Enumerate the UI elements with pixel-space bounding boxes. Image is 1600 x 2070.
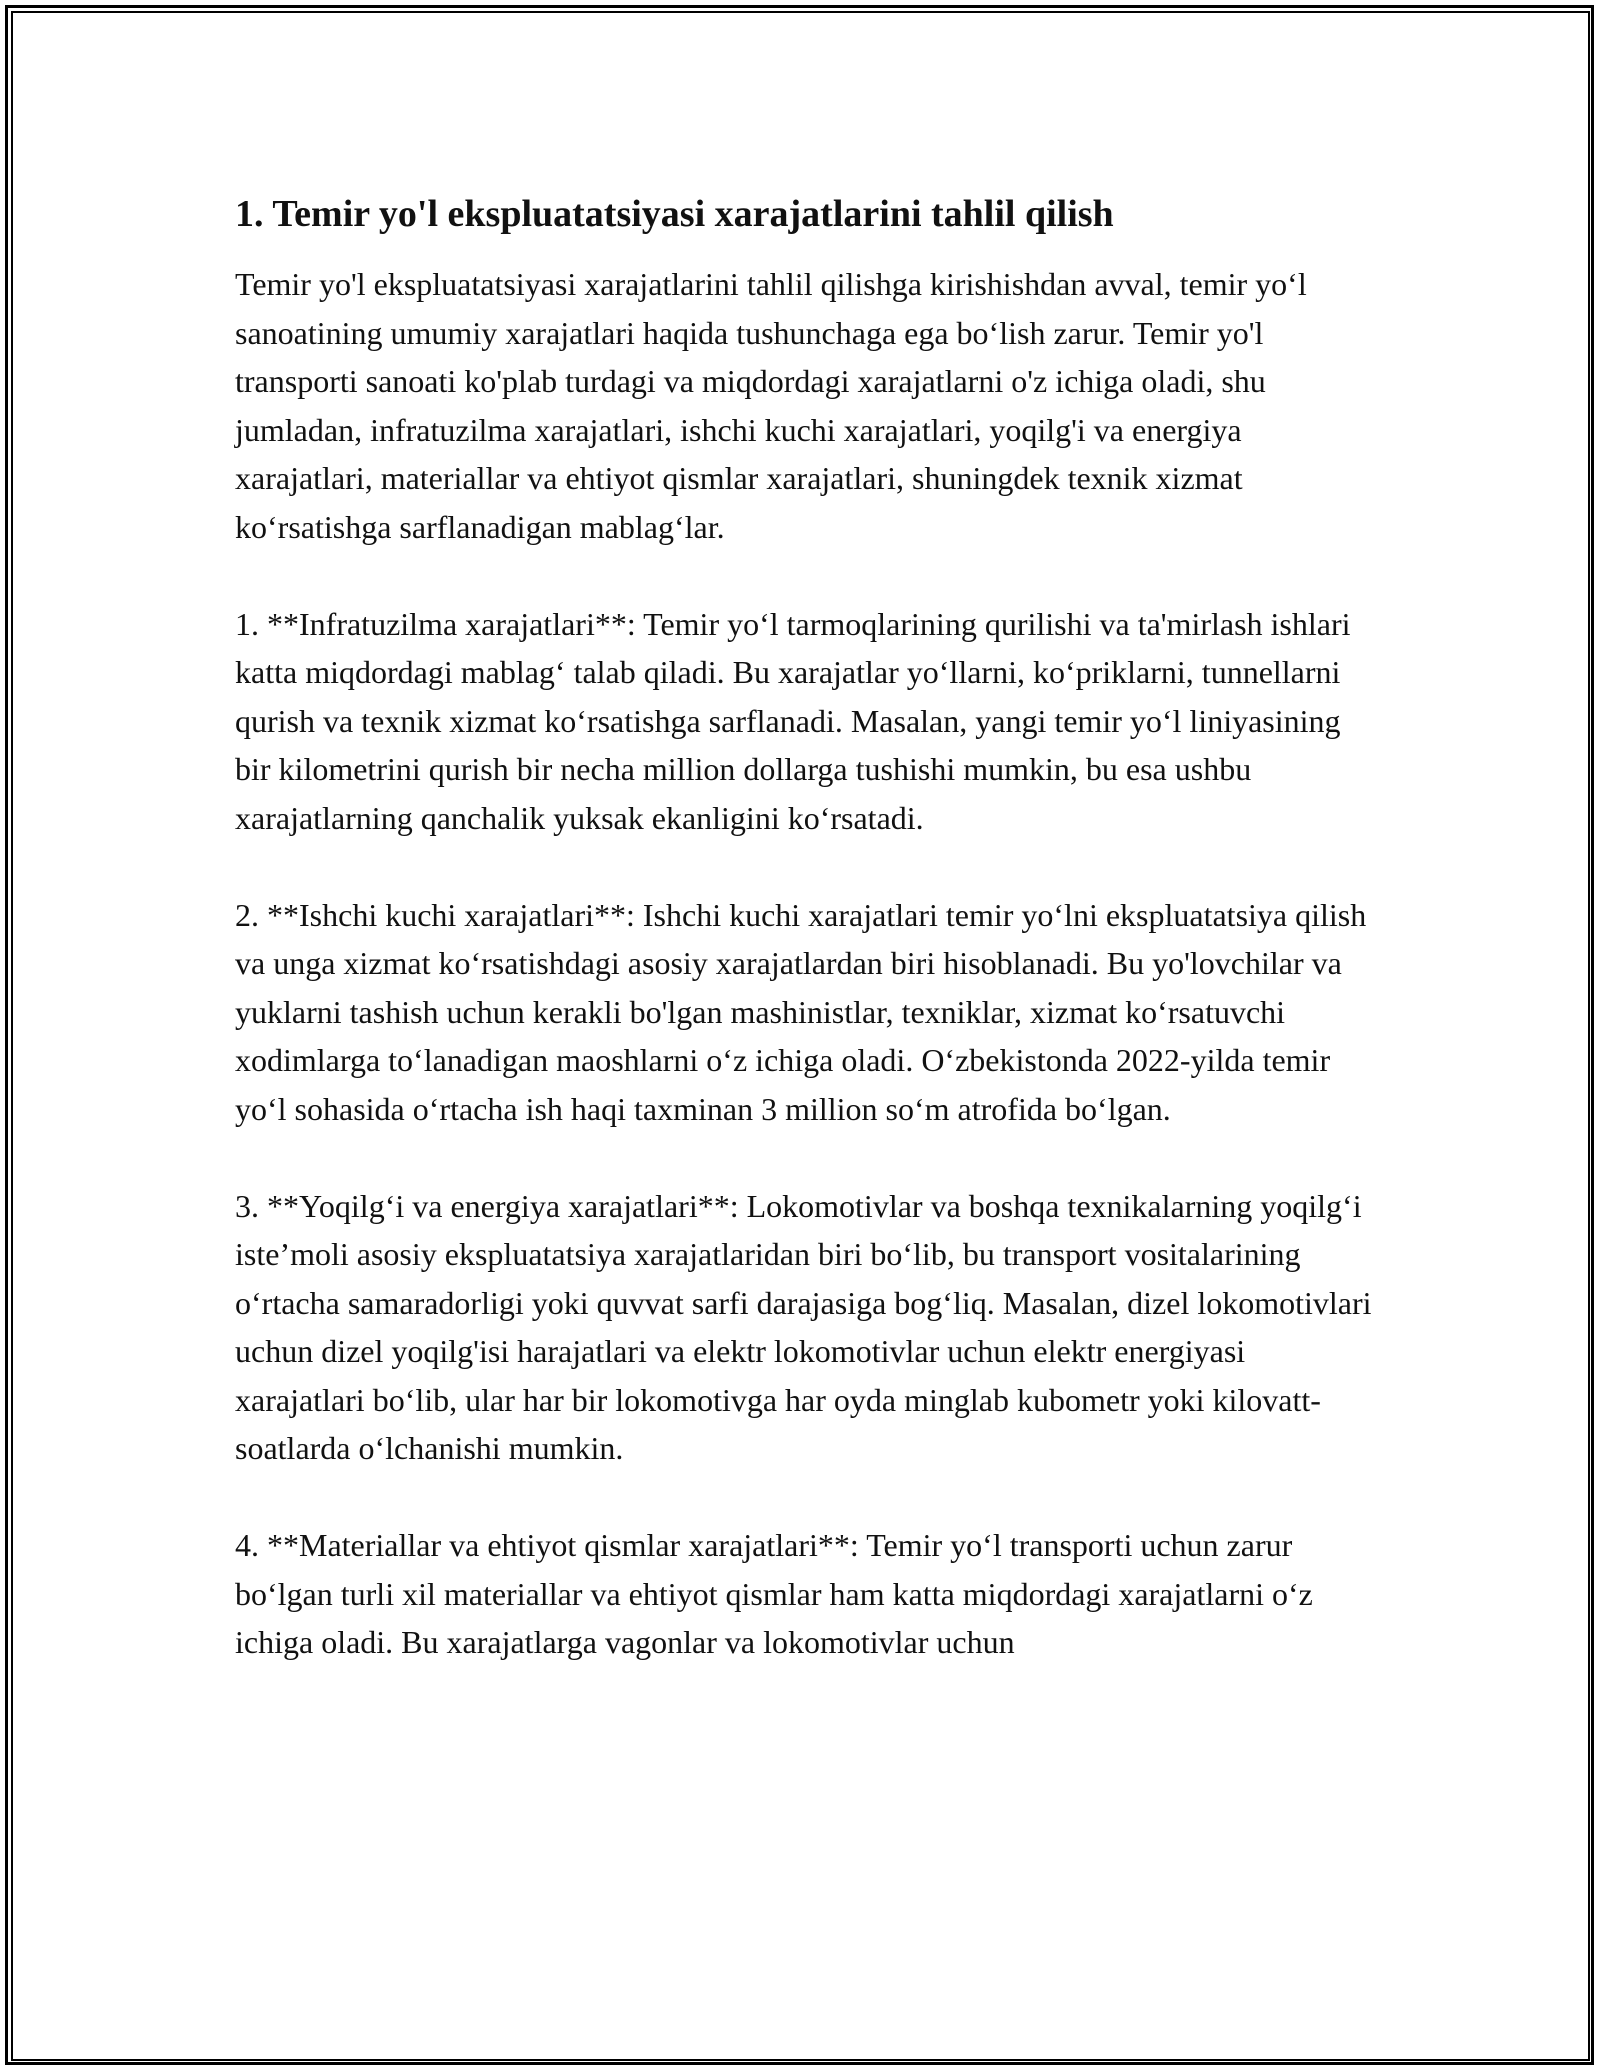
section-heading: 1. Temir yo'l ekspluatatsiyasi xarajatlarini tahlil qilish	[235, 193, 1114, 235]
list-item-fuel-energy: 3. **Yoqilgʻi va energiya xarajatlari**: Lokomotivlar va boshqa texnikalarning yoqilgʻi iste’moli asosiy ekspluatatsiya xarajatlaridan biri boʻlib, bu transport vositalarining oʻrtacha samaradorligi yoki quvvat sarfi darajasiga bogʻliq. Masalan, dizel lokomotivlari uchun dizel yoqilg'isi harajatlari va elektr lokomotivlar uchun elektr energiyasi xarajatlari boʻlib, ular har bir lokomotivga har oyda minglab kubometr yoki kilovatt-soatlarda oʻlchanishi mumkin.	[235, 1187, 1372, 1466]
list-item-infrastructure: 1. **Infratuzilma xarajatlari**: Temir yoʻl tarmoqlarining qurilishi va ta'mirlash ishlari katta miqdordagi mablagʻ talab qiladi. Bu xarajatlar yoʻllarni, koʻpriklarni, tunnellarni qurish va texnik xizmat koʻrsatishga sarflanadi. Masalan, yangi temir yoʻl liniyasining bir kilometrini qurish bir necha million dollarga tushishi mumkin, bu esa ushbu xarajatlarning qanchalik yuksak ekanligini koʻrsatadi.	[235, 605, 1351, 836]
list-item-labor: 2. **Ishchi kuchi xarajatlari**: Ishchi kuchi xarajatlari temir yoʻlni ekspluatatsiya qilish va unga xizmat koʻrsatishdagi asosiy xarajatlardan biri hisoblanadi. Bu yo'lovchilar va yuklarni tashish uchun kerakli bo'lgan mashinistlar, texniklar, xizmat koʻrsatuvchi xodimlarga toʻlanadigan maoshlarni oʻz ichiga oladi. Oʻzbekistonda 2022-yilda temir yoʻl sohasida oʻrtacha ish haqi taxminan 3 million soʻm atrofida boʻlgan.	[235, 896, 1367, 1127]
document-body	[235, 186, 1375, 1667]
list-item-materials: 4. **Materiallar va ehtiyot qismlar xarajatlari**: Temir yoʻl transporti uchun zarur boʻlgan turli xil materiallar va ehtiyot qismlar ham katta miqdordagi xarajatlarni oʻz ichiga oladi. Bu xarajatlarga vagonlar va lokomotivlar uchun	[235, 1527, 1313, 1660]
intro-paragraph: Temir yo'l ekspluatatsiyasi xarajatlarini tahlil qilishga kirishishdan avval, temir yoʻl sanoatining umumiy xarajatlari haqida tushunchaga ega boʻlish zarur. Temir yo'l transporti sanoati ko'plab turdagi va miqdordagi xarajatlarni o'z ichiga oladi, shu jumladan, infratuzilma xarajatlari, ishchi kuchi xarajatlari, yoqilg'i va energiya xarajatlari, materiallar va ehtiyot qismlar xarajatlari, shuningdek texnik xizmat koʻrsatishga sarflanadigan mablagʻlar.	[235, 266, 1307, 545]
